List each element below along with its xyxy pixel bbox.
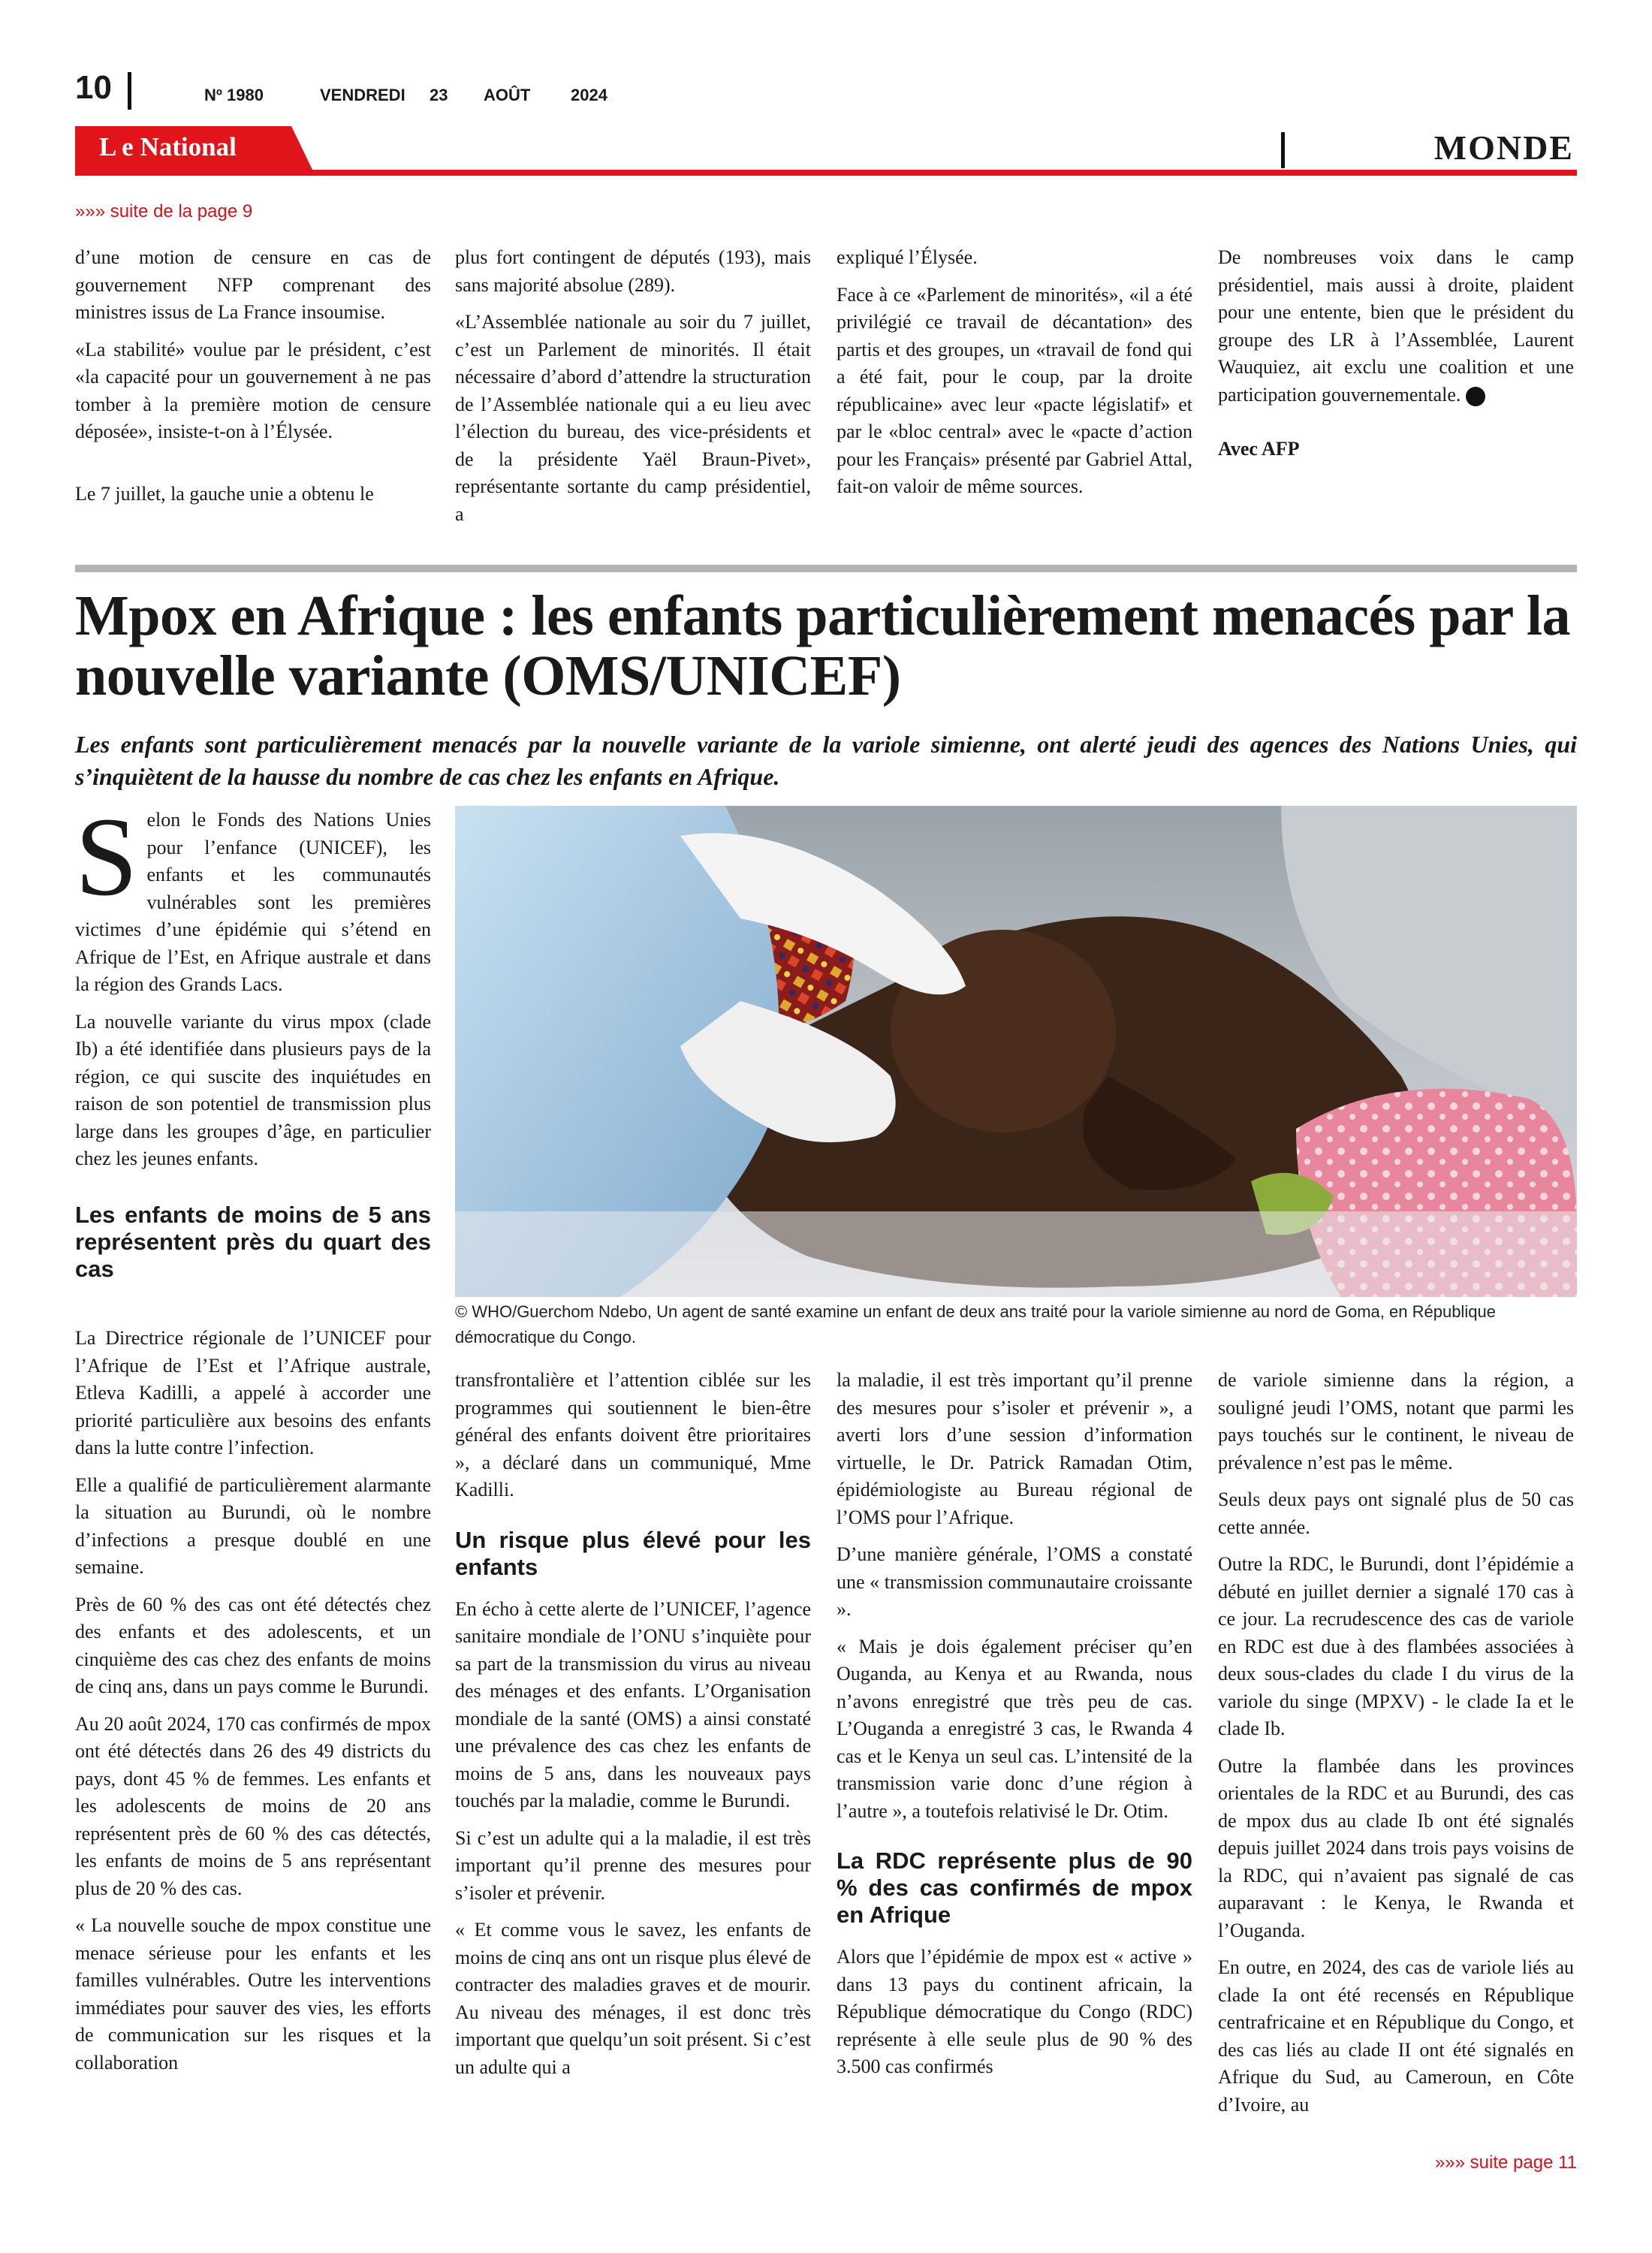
article-separator [75,565,1577,572]
issue-day: 23 [430,86,448,104]
paragraph: En écho à cette alerte de l’UNICEF, l’agence sanitaire mondiale de l’ONU s’inquiète pour sa part de la transmission du virus au niveau des ménages et des enfants. L’Organisation mondiale de la santé (OMS) a ainsi constaté une prévalence des cas chez les enfants de moins de 5 ans, dans les nouveaux pays touchés par la maladie, comme le Burundi. [455,1597,811,1811]
lead-paragraph [75,795,431,999]
end-of-article-icon [1466,387,1485,406]
section-divider [1281,132,1285,168]
paragraph: Face à ce «Parlement de minorités», «il a été privilégié ce travail de décantation» des partis et des groupes, un «travail de fond qui a été fait, pour le coup, par la droite républicaine» avec leur «pacte législatif» et par le «bloc central» avec le «pacte d’action pour les Français» présenté par Gabriel Attal, fait-on valoir de même sources. [837,283,1192,497]
paragraph: Près de 60 % des cas ont été détectés chez des enfants et des adolescents, et un cinquième des cas chez des enfants de moins de cinq ans, dans un pays comme le Burundi. [75,1593,431,1697]
article-credit: Avec AFP [1218,438,1300,460]
lead-text: elon le Fonds des Nations Unies pour l’enfance (UNICEF), les enfants et les communautés vulnérables sont les premières victimes d’une épidémie qui s’étend en Afrique de l’Est, en Afrique australe et dans la région des Grands Lacs. [75,809,431,995]
paragraph: Si c’est un adulte qui a la maladie, il est très important qu’il prenne des mesures pour s’isoler et prévenir. [455,1826,811,1904]
article-headline: Mpox en Afrique : les enfants particulièrement menacés par la nouvelle variante (OMS/UNICEF) [75,584,1570,707]
paragraph: Le 7 juillet, la gauche unie a obtenu le [75,482,374,505]
prev-article-column-3 [837,244,1192,511]
subheading: Les enfants de moins de 5 ans représentent près du quart des cas [75,1201,431,1282]
paragraph-text: De nombreuses voix dans le camp présidentiel, mais aussi à droite, plaident pour une entente, bien que le président du groupe des LR à l’Assemblée, Laurent Wauquiez, ait exclu une coalition et une participation gouvernementale. [1218,246,1574,406]
paragraph: «La stabilité» voulue par le président, c’est «la capacité pour un gouvernement à ne pas tomber à la première motion de censure déposée», insiste-t-on à l’Élysée. [75,338,431,442]
paragraph: « Mais je dois également préciser qu’en Ouganda, au Kenya et au Rwanda, nous n’avons enregistré que très peu de cas. L’Ouganda a enregistré 3 cas, le Rwanda 4 cas et le Kenya un seul cas. L’intensité de la transmission varie donc d’une région à l’autre », a toutefois relativisé le Dr. Otim. [837,1635,1192,1822]
paragraph: Outre la flambée dans les provinces orientales de la RDC et au Burundi, des cas de mpox dus au clade Ib ont été signalés depuis juillet 2024 dans trois pays voisins de la RDC, qui n’avaient pas signalé de cas auparavant : le Kenya, le Rwanda et l’Ouganda. [1218,1754,1574,1941]
subheading: La RDC représente plus de 90 % des cas confirmés de mpox en Afrique [837,1847,1192,1928]
issue-year: 2024 [571,86,607,104]
issue-month: AOÛT [484,86,531,104]
article-photo [455,806,1577,1297]
paragraph: Elle a qualifié de particulièrement alarmante la situation au Burundi, où le nombre d’infections a presque doublé en une semaine. [75,1473,431,1578]
header-divider [128,72,131,110]
article-column-4 [1218,1367,1574,2128]
article-column-1-lead [75,795,431,1298]
paragraph: transfrontalière et l’attention ciblée sur les programmes qui soutiennent le bien-être général des enfants doivent être prioritaires », a déclaré dans un communiqué, Mme Kadilli. [455,1369,811,1500]
paragraph: plus fort contingent de députés (193), mais sans majorité absolue (289). [455,246,811,296]
drop-cap: S [75,795,138,919]
article-standfirst: Les enfants sont particulièrement menacés par la nouvelle variante de la variole simienne, ont alerté jeudi des agences des Nations Unies, qui s’inquiètent de la hausse du nombre de cas chez les enfants en Afrique. [75,731,1577,790]
paragraph: « La nouvelle souche de mpox constitue une menace sérieuse pour les enfants et les familles vulnérables. Outre les interventions immédiates pour sauver des vies, les efforts de communication sur les risques et la collaboration [75,1914,431,2074]
brand-logo-text: L e National [99,132,237,161]
issue-weekday: VENDREDI [320,86,405,104]
paragraph: expliqué l’Élysée. [837,246,978,268]
paragraph: la maladie, il est très important qu’il prenne des mesures pour s’isoler et prévenir », a averti lors d’une session d’information virtuelle, le Dr. Patrick Ramadan Otim, épidémiologiste au Bureau régional de l’OMS pour l’Afrique. [837,1369,1192,1528]
header-red-rule [75,170,1577,176]
paragraph: Outre la RDC, le Burundi, dont l’épidémie a débuté en juillet dernier a signalé 170 cas à ce jour. La recrudescence des cas de variole en RDC est due à des flambées associées à deux sous-clades du clade I du virus de la variole du singe (MPXV) - le clade Ia et le clade Ib. [1218,1553,1574,1739]
article-column-3 [837,1367,1192,2091]
paragraph: d’une motion de censure en cas de gouvernement NFP comprenant des ministres issus de La France insoumise. [75,246,431,323]
paragraph: «L’Assemblée nationale au soir du 7 juillet, c’est un Parlement de minorités. Il était nécessaire d’abord d’attendre la structuration de l’Assemblée nationale qui a eu lieu avec l’élection du bureau, des vice-présidents et de la présidente Yaël Braun-Pivet», représentante sortante du camp présidentiel, a [455,311,811,525]
issue-number: Nº 1980 [204,86,264,104]
paragraph: Alors que l’épidémie de mpox est « active » dans 13 pays du continent africain, la République démocratique du Congo (RDC) représente à elle seule plus de 90 % des 3.500 cas confirmés [837,1946,1192,2077]
paragraph: La Directrice régionale de l’UNICEF pour l’Afrique de l’Est et l’Afrique australe, Etleva Kadilli, a appelé à accorder une priorité particulière aux besoins des enfants dans la lutte contre l’infection. [75,1327,431,1458]
section-title: MONDE [1433,128,1574,167]
paragraph: Au 20 août 2024, 170 cas confirmés de mpox ont été détectés dans 26 des 49 districts du pays, dont 45 % de femmes. Les enfants et les adolescents de moins de 20 ans représentent près de 60 % des cas détectés, les enfants de moins de 5 ans représentant plus de 20 % des cas. [75,1712,431,1899]
page-number: 10 [75,69,112,106]
paragraph: Seuls deux pays ont signalé plus de 50 cas cette année. [1218,1488,1574,1538]
paragraph: « Et comme vous le savez, les enfants de moins de cinq ans ont un risque plus élevé de contracter des maladies graves et de mourir. Au niveau des ménages, il est donc très important que quelqu’un soit présent. Si c’est un adulte qui a [455,1919,811,2078]
continued-from-link[interactable]: »»» suite de la page 9 [75,201,253,222]
paragraph: de variole simienne dans la région, a souligné jeudi l’OMS, notant que parmi les pays touchés sur le continent, le niveau de prévalence n’est pas le même. [1218,1369,1574,1473]
continued-to-link[interactable]: »»» suite page 11 [1434,2152,1577,2173]
article-column-2 [455,1367,811,2091]
photo-caption: © WHO/Guerchom Ndebo, Un agent de santé examine un enfant de deux ans traité pour la variole simienne au nord de Goma, en République démocratique du Congo. [455,1302,1496,1347]
paragraph: D’une manière générale, l’OMS a constaté une « transmission communautaire croissante ». [837,1543,1192,1620]
paragraph [1218,244,1574,409]
prev-article-column-1 [75,244,431,517]
article-column-1 [75,1325,431,2086]
subheading: Un risque plus élevé pour les enfants [455,1526,811,1580]
paragraph: La nouvelle variante du virus mpox (clade Ib) a été identifiée dans plusieurs pays de la région, ce qui suscite des inquiétudes en raison de son potentiel de transmission plus large dans les groupes d’âge, en particulier chez les jeunes enfants. [75,1010,431,1169]
prev-article-column-2 [455,244,811,538]
paragraph: En outre, en 2024, des cas de variole liés au clade Ia ont été recensés en République centrafricaine et en République du Congo, et des cas liés au clade II ont été signalés en Afrique du Sud, au Cameroun, en Côte d’Ivoire, au [1218,1956,1574,2116]
prev-article-column-4 [1218,244,1574,473]
